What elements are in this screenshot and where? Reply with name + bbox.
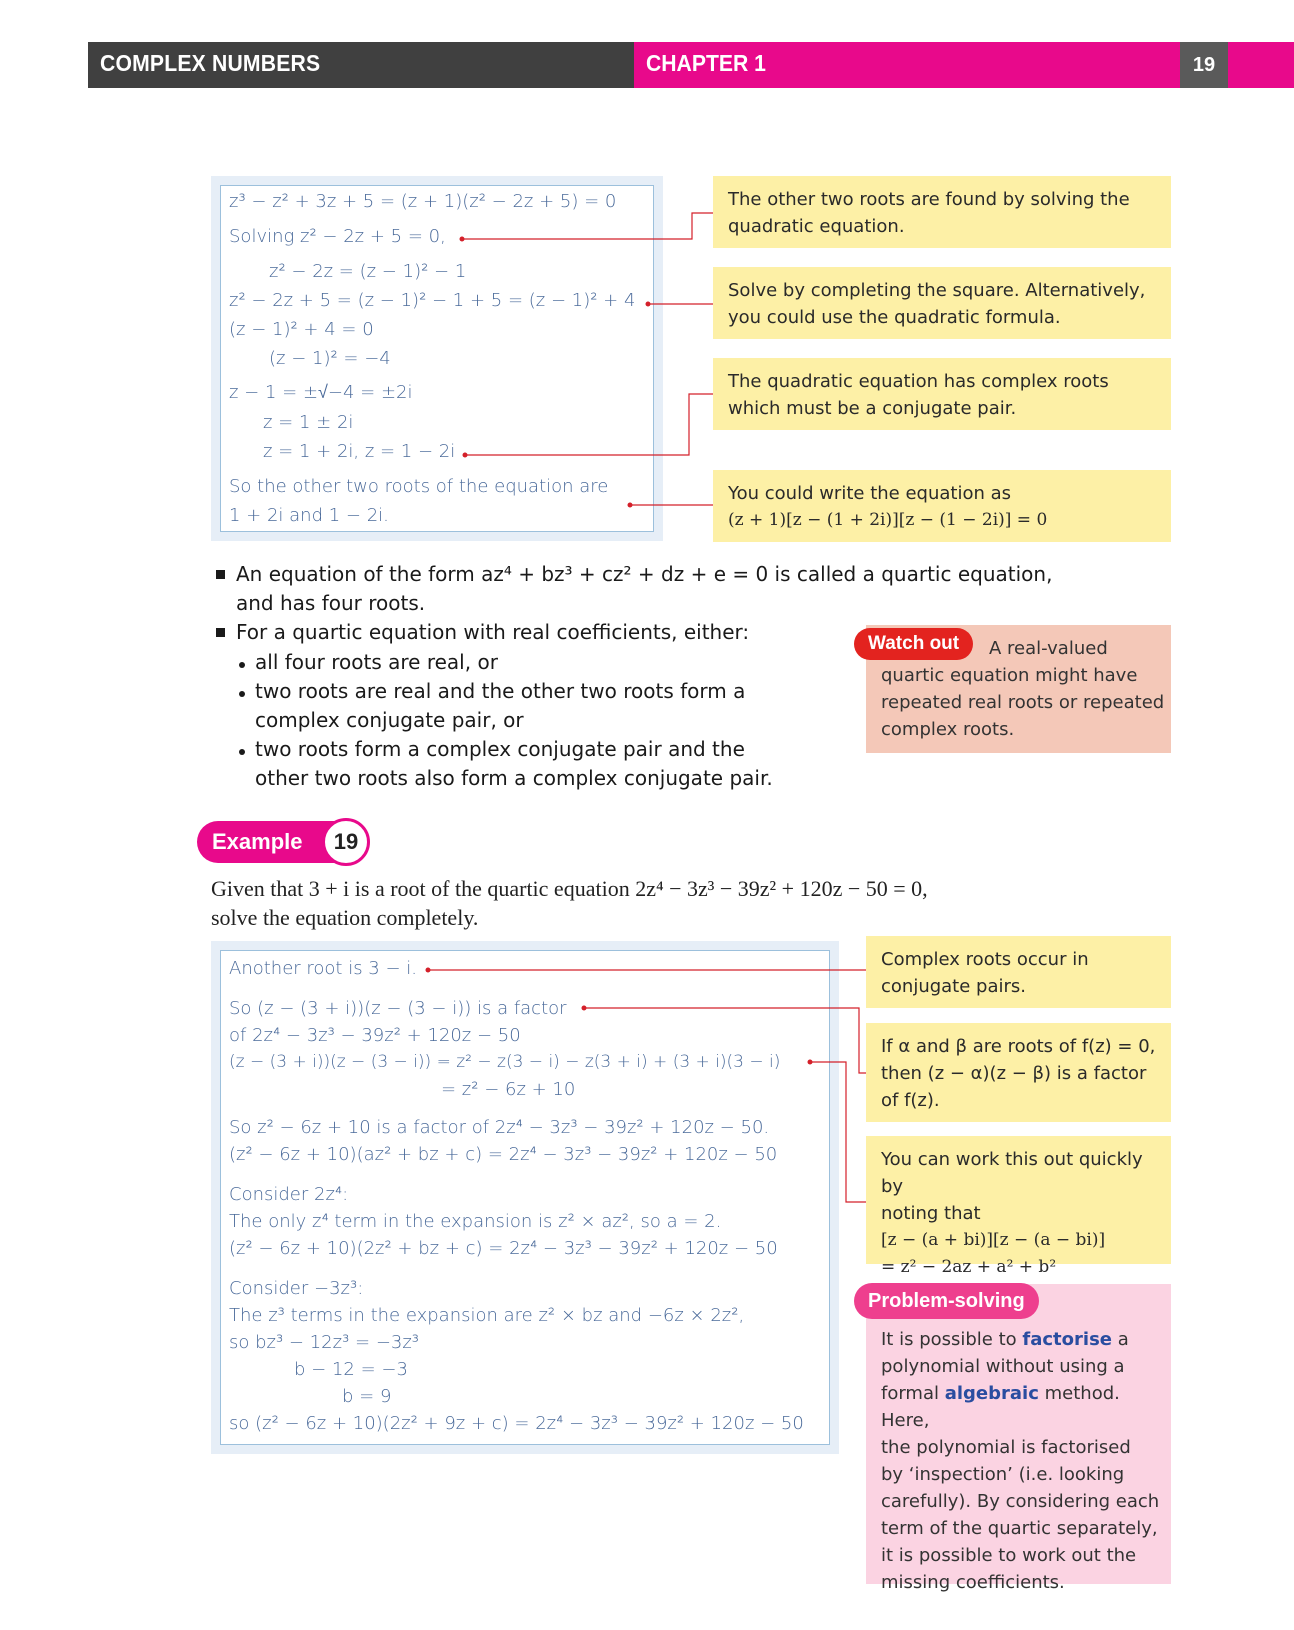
example-question: solve the equation completely.	[211, 905, 479, 930]
working2-line: so bz³ − 12z³ = −3z³	[229, 1332, 420, 1353]
watch-out-label: Watch out	[854, 628, 973, 660]
working2-line: of 2z⁴ − 3z³ − 39z² + 120z − 50	[229, 1025, 521, 1046]
working1-line: z = 1 + 2i, z = 1 − 2i	[263, 441, 456, 462]
bullet-real-coefficients: For a quartic equation with real coefficients, either:	[236, 620, 750, 644]
leader-dot	[628, 503, 633, 508]
note-conjugate-pairs: Complex roots occur in conjugate pairs.	[866, 936, 1171, 1008]
leader-dot	[646, 302, 651, 307]
working2-line: Consider −3z³:	[229, 1278, 364, 1299]
working2-line: The only z⁴ term in the expansion is z² × az², so a = 2.	[229, 1211, 722, 1232]
leader-dot	[426, 968, 431, 973]
working1-line: Solving z² − 2z + 5 = 0,	[229, 226, 446, 247]
sub-bullet-two-pairs: two roots form a complex conjugate pair and the other two roots also form a complex conjugate pair.	[255, 737, 773, 790]
sub-bullet-all-real: all four roots are real, or	[255, 650, 498, 674]
working2-line: The z³ terms in the expansion are z² × bz and −6z × 2z²,	[229, 1305, 745, 1326]
example-number: 19	[322, 818, 370, 866]
working2-line: b = 9	[342, 1386, 392, 1407]
working2-line: = z² − 6z + 10	[441, 1079, 576, 1100]
note-factor-theorem: If α and β are roots of f(z) = 0, then (z − α)(z − β) is a factor of f(z).	[866, 1023, 1171, 1122]
example-label: Example	[212, 829, 303, 854]
working1-line: 1 + 2i and 1 − 2i.	[229, 505, 389, 526]
sub-bullet-two-real: two roots are real and the other two roots form a complex conjugate pair, or	[255, 679, 746, 732]
leader-line	[584, 1008, 866, 1073]
leader-dot	[460, 237, 465, 242]
watch-out-text: A real-valued quartic equation might have repeated real roots or repeated complex roots.	[881, 638, 1165, 740]
note-quick-expansion: You can work this out quickly by noting that [z − (a + bi)][z − (a − bi)] = z² − 2az + a² + b²	[866, 1136, 1171, 1264]
leader-dot	[463, 453, 468, 458]
keyword-algebraic[interactable]: algebraic	[944, 1383, 1039, 1404]
working2-line: So (z − (3 + i))(z − (3 − i)) is a factor	[229, 998, 567, 1019]
working1-line: z − 1 = ±√−4 = ±2i	[229, 382, 413, 403]
working2-line: so (z² − 6z + 10)(2z² + 9z + c) = 2z⁴ − 3z³ − 39z² + 120z − 50	[229, 1413, 804, 1434]
leader-line	[810, 1062, 866, 1202]
problem-solving-label: Problem-solving	[854, 1283, 1039, 1319]
working2-line: Consider 2z⁴:	[229, 1184, 349, 1205]
note-other-roots: The other two roots are found by solving the quadratic equation.	[713, 176, 1171, 248]
bullet-quartic-definition: An equation of the form az⁴ + bz³ + cz² + dz + e = 0 is called a quartic equation, and has four roots.	[236, 562, 1053, 615]
example-question: Given that 3 + i is a root of the quartic equation 2z⁴ − 3z³ − 39z² + 120z − 50 = 0,	[211, 876, 928, 901]
working1-line: z² − 2z = (z − 1)² − 1	[269, 261, 467, 282]
section-title: COMPLEX NUMBERS	[100, 50, 321, 76]
working2-line: Another root is 3 − i.	[229, 958, 418, 979]
leader-dot	[808, 1060, 813, 1065]
working2-line: b − 12 = −3	[294, 1359, 408, 1380]
leader-line	[462, 213, 713, 239]
leader-line	[465, 394, 713, 455]
working1-line: So the other two roots of the equation are	[229, 476, 609, 497]
keyword-factorise[interactable]: factorise	[1022, 1329, 1112, 1350]
working1-line: (z − 1)² + 4 = 0	[229, 319, 374, 340]
working2-line: (z − (3 + i))(z − (3 − i)) = z² − z(3 − i) − z(3 + i) + (3 + i)(3 − i)	[229, 1052, 781, 1072]
note-factored-form: You could write the equation as (z + 1)[z − (1 + 2i)][z − (1 − 2i)] = 0	[713, 470, 1171, 542]
problem-solving-text: It is possible to factorise a polynomial without using a formal algebraic method. Here, the polynomial is factorised by ‘inspection’ (i.e. looking carefully). By considering each term of the quartic separately, it is possible to work out the missing coefficients.	[881, 1329, 1160, 1593]
leader-dot	[582, 1006, 587, 1011]
working2-line: So z² − 6z + 10 is a factor of 2z⁴ − 3z³ − 39z² + 120z − 50.	[229, 1117, 770, 1138]
working1-line: z³ − z² + 3z + 5 = (z + 1)(z² − 2z + 5) = 0	[229, 191, 617, 212]
page-number: 19	[1180, 42, 1228, 88]
working1-line: z = 1 ± 2i	[263, 412, 354, 433]
working1-line: (z − 1)² = −4	[269, 348, 391, 369]
working2-line: (z² − 6z + 10)(2z² + bz + c) = 2z⁴ − 3z³ − 39z² + 120z − 50	[229, 1238, 778, 1259]
working2-line: (z² − 6z + 10)(az² + bz + c) = 2z⁴ − 3z³ − 39z² + 120z − 50	[229, 1144, 778, 1165]
note-conjugate-pair: The quadratic equation has complex roots which must be a conjugate pair.	[713, 358, 1171, 430]
chapter-title: CHAPTER 1	[646, 50, 766, 76]
working1-line: z² − 2z + 5 = (z − 1)² − 1 + 5 = (z − 1)² + 4	[229, 290, 636, 311]
note-completing-square: Solve by completing the square. Alternatively, you could use the quadratic formula.	[713, 267, 1171, 339]
